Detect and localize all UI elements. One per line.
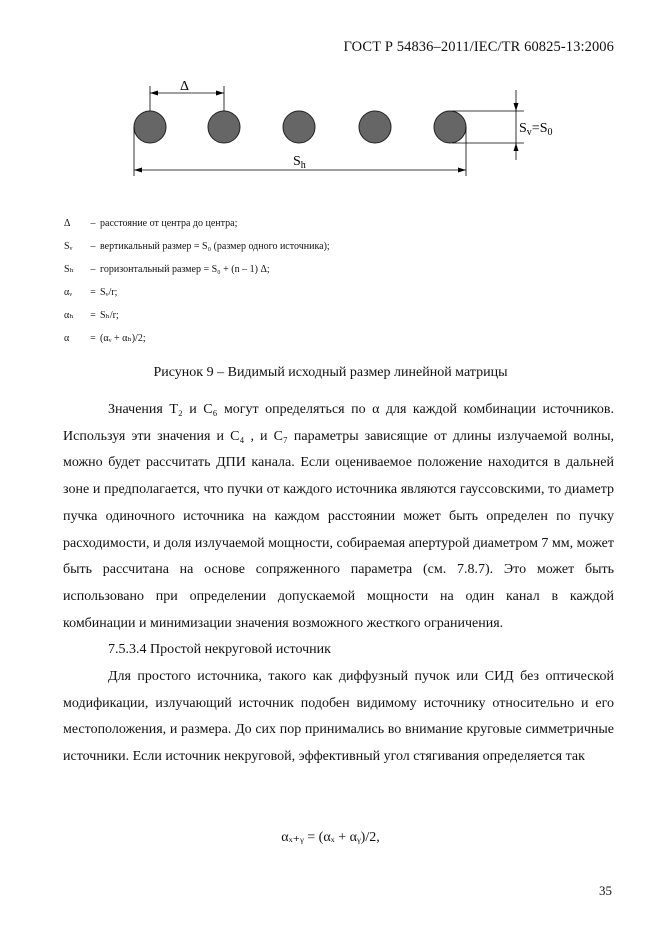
legend-symbol: αₕ	[64, 310, 74, 321]
sv-label: $S_v=S_0$	[519, 121, 553, 138]
section-heading: 7.5.3.4 Простой некруговой источник	[108, 642, 331, 658]
source-circle-3	[283, 111, 315, 143]
paragraph: Для простого источника, такого как диффузный пучок или СИД без оптической модификации, излучающий источник подобен видимому источнику относительно и его местоположения, и размера. До сих пор принимались во внимание круговые симметричные источники. Если источник некруговой, эффективный угол стягивания определяется так	[63, 669, 614, 765]
source-circle-5	[434, 111, 466, 143]
legend-separator: =	[90, 287, 96, 298]
figure-caption: Рисунок 9 – Видимый исходный размер линейной матрицы	[153, 365, 508, 380]
body-text	[63, 397, 614, 771]
delta-label: Δ	[180, 79, 190, 94]
linear-array-figure	[0, 0, 661, 200]
legend-symbol: Sₕ	[64, 264, 74, 275]
legend-row	[64, 281, 330, 304]
source-circle-1	[134, 111, 166, 143]
legend-row	[64, 304, 330, 327]
figure-legend	[64, 212, 330, 350]
legend-text: Sᵥ/r;	[100, 287, 118, 298]
legend-separator: –	[90, 241, 96, 252]
document-header: ГОСТ Р 54836–2011/IEC/TR 60825-13:2006	[343, 39, 614, 55]
legend-separator: –	[90, 218, 96, 229]
formula: αₓ₊ᵧ = (αₓ + αᵧ)/2,	[281, 830, 380, 845]
paragraph: Значения T₂ и C₆ могут определяться по α для каждой комбинации источников. Используя эти значения и C₄ , и C₇ параметры зависящие от длины излучаемой волны, можно будет рассчитать ДПИ канала. Если оцениваемое положение находится в дальней зоне и предполагается, что пучки от каждого источника являются гауссовскими, то диаметр пучка одиночного источника на каждом расстоянии может быть определен по пучку расходимости, и доля излучаемой мощности, собираемая апертурой диаметром 7 мм, может быть рассчитана на основе сопряженного параметра (см. 7.8.7). Это может быть использовано при определении допускаемой мощности на один канал в каждой комбинации и минимизации значения возможного жесткого ограничения.	[63, 402, 614, 631]
legend-row	[64, 235, 330, 258]
legend-text: расстояние от центра до центра;	[100, 218, 238, 229]
source-circles	[134, 111, 466, 143]
legend-text: вертикальный размер = S₀ (размер одного источника);	[100, 241, 330, 252]
legend-symbol: Sᵥ	[64, 241, 73, 252]
legend-row	[64, 212, 330, 235]
legend-row	[64, 327, 330, 350]
source-circle-2	[208, 111, 240, 143]
legend-separator: =	[90, 333, 96, 344]
legend-text: (αᵥ + αₕ)/2;	[100, 333, 146, 344]
legend-text: горизонтальный размер = S₀ + (n – 1) Δ;	[100, 264, 270, 275]
legend-symbol: Δ	[64, 218, 71, 229]
legend-symbol: α	[64, 333, 70, 344]
legend-separator: =	[90, 310, 96, 321]
sh-label: $S_h$	[293, 154, 306, 171]
source-circle-4	[359, 111, 391, 143]
legend-row	[64, 258, 330, 281]
legend-text: Sₕ/r;	[100, 310, 119, 321]
legend-separator: –	[90, 264, 96, 275]
page-number: 35	[599, 883, 612, 898]
legend-symbol: αᵥ	[64, 287, 73, 298]
